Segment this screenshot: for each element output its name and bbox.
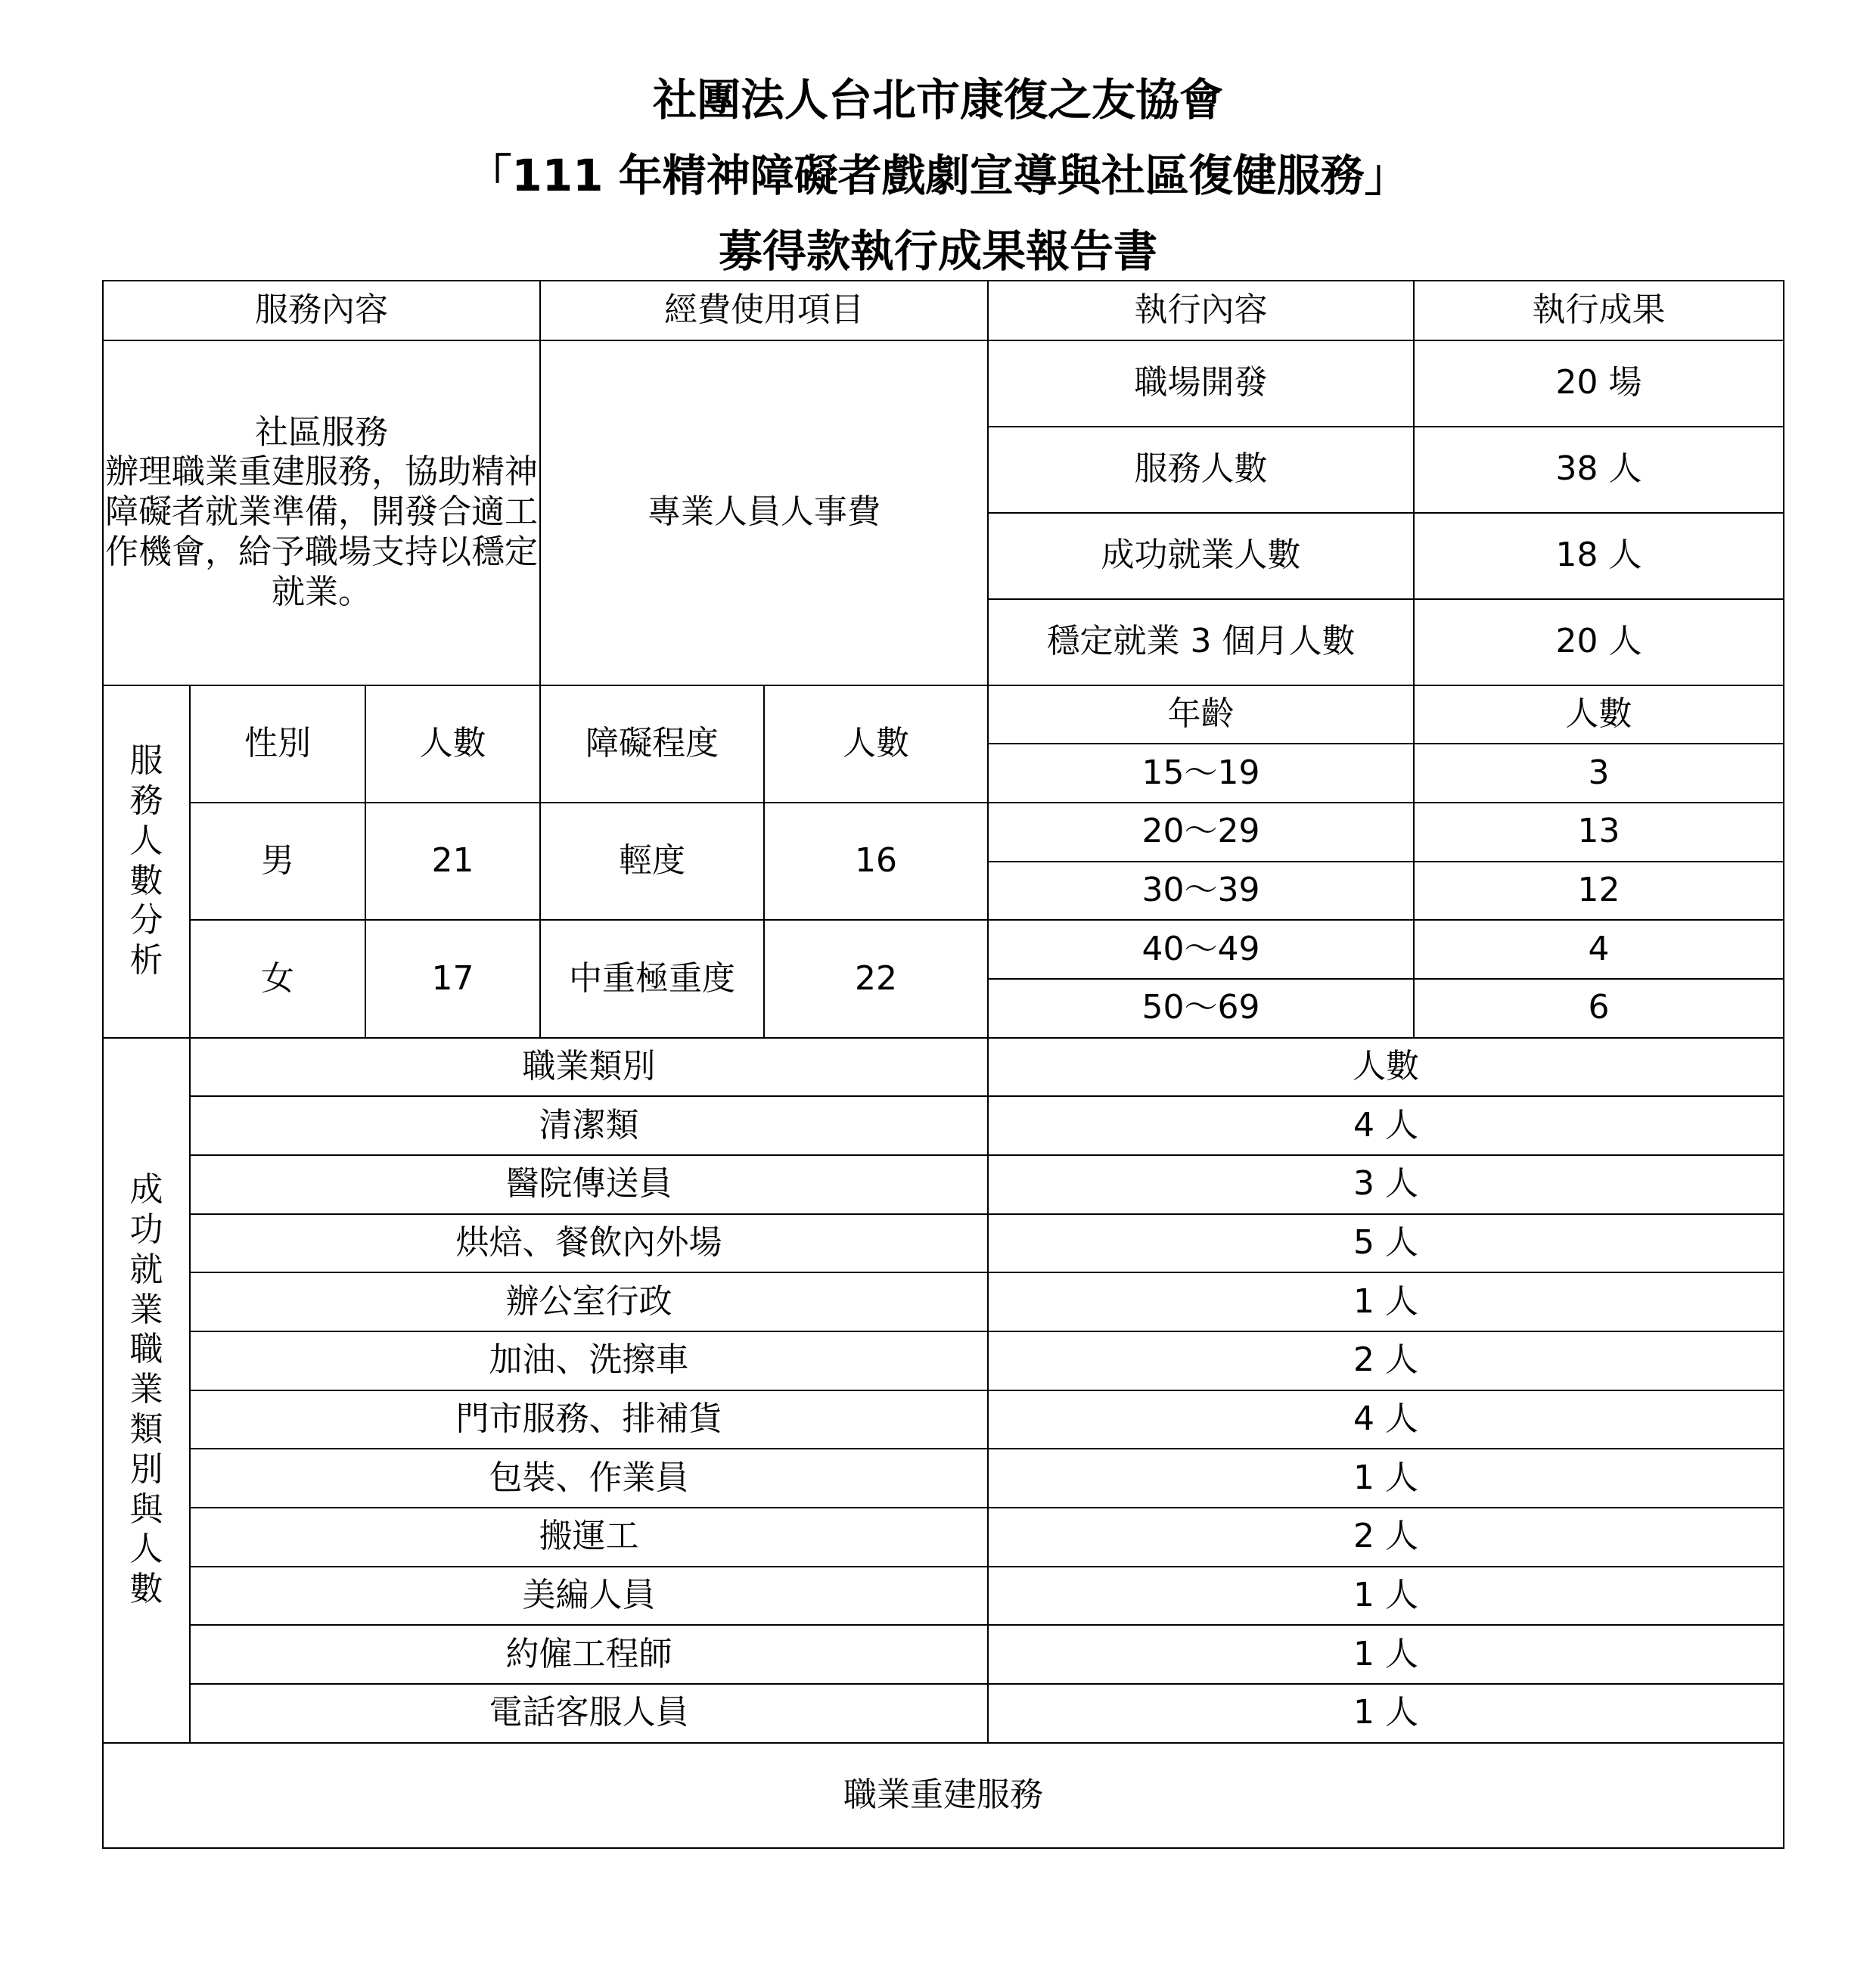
job-row bbox=[103, 1567, 1784, 1626]
footer-row bbox=[103, 1743, 1784, 1848]
job-category: 辦公室行政 bbox=[190, 1272, 988, 1331]
service-item-content: 職場開發 bbox=[988, 340, 1414, 427]
job-count: 2 人 bbox=[988, 1331, 1784, 1390]
job-row bbox=[103, 1625, 1784, 1684]
job-category: 約僱工程師 bbox=[190, 1625, 988, 1684]
job-row bbox=[103, 1390, 1784, 1449]
service-expense: 專業人員人事費 bbox=[540, 340, 988, 685]
service-item-result: 38 人 bbox=[1414, 427, 1784, 513]
age-count: 4 bbox=[1414, 920, 1784, 979]
age-range: 20～29 bbox=[988, 803, 1414, 862]
gender-count-header: 人數 bbox=[365, 685, 540, 803]
analysis-row bbox=[103, 803, 1784, 862]
disability-label: 中重極重度 bbox=[540, 920, 764, 1037]
service-item-result: 20 人 bbox=[1414, 599, 1784, 685]
report-title-line-3: 募得款執行成果報告書 bbox=[718, 225, 1157, 277]
service-row bbox=[103, 340, 1784, 427]
job-category: 門市服務、排補貨 bbox=[190, 1390, 988, 1449]
job-row bbox=[103, 1155, 1784, 1214]
job-count: 1 人 bbox=[988, 1684, 1784, 1743]
disability-count: 16 bbox=[764, 803, 988, 920]
age-header: 年齡 bbox=[988, 685, 1414, 744]
service-description-cell bbox=[103, 340, 540, 685]
job-count: 1 人 bbox=[988, 1449, 1784, 1508]
analysis-row bbox=[103, 920, 1784, 979]
disability-count: 22 bbox=[764, 920, 988, 1037]
gender-count: 17 bbox=[365, 920, 540, 1037]
job-count: 1 人 bbox=[988, 1272, 1784, 1331]
job-row bbox=[103, 1508, 1784, 1567]
header-expense-item: 經費使用項目 bbox=[540, 281, 988, 340]
report-title-line-1: 社團法人台北市康復之友協會 bbox=[652, 74, 1223, 126]
analysis-row bbox=[103, 685, 1784, 744]
age-range: 40～49 bbox=[988, 920, 1414, 979]
job-category-header: 職業類別 bbox=[190, 1038, 988, 1097]
age-count: 3 bbox=[1414, 744, 1784, 803]
job-count-header: 人數 bbox=[988, 1038, 1784, 1097]
age-count: 6 bbox=[1414, 979, 1784, 1038]
age-count: 12 bbox=[1414, 862, 1784, 921]
header-service-content: 服務內容 bbox=[103, 281, 540, 340]
service-description: 辦理職業重建服務，協助精神障礙者就業準備，開發合適工作機會，給予職場支持以穩定就業。 bbox=[105, 452, 538, 611]
job-count: 4 人 bbox=[988, 1390, 1784, 1449]
job-count: 2 人 bbox=[988, 1508, 1784, 1567]
service-item-content: 成功就業人數 bbox=[988, 513, 1414, 599]
analysis-label-text: 服務人數分析 bbox=[129, 741, 163, 980]
job-category: 搬運工 bbox=[190, 1508, 988, 1567]
job-row bbox=[103, 1214, 1784, 1273]
jobs-label bbox=[103, 1038, 190, 1743]
job-row bbox=[103, 1449, 1784, 1508]
service-heading: 社區服務 bbox=[255, 412, 388, 452]
age-count-header: 人數 bbox=[1414, 685, 1784, 744]
age-range: 30～39 bbox=[988, 862, 1414, 921]
job-category: 加油、洗擦車 bbox=[190, 1331, 988, 1390]
service-item-content: 穩定就業 3 個月人數 bbox=[988, 599, 1414, 685]
job-count: 4 人 bbox=[988, 1096, 1784, 1155]
job-count: 5 人 bbox=[988, 1214, 1784, 1273]
gender-count: 21 bbox=[365, 803, 540, 920]
age-range: 50～69 bbox=[988, 979, 1414, 1038]
header-row bbox=[103, 281, 1784, 340]
service-item-content: 服務人數 bbox=[988, 427, 1414, 513]
header-execution-content: 執行內容 bbox=[988, 281, 1414, 340]
analysis-label bbox=[103, 685, 190, 1038]
gender-label: 男 bbox=[190, 803, 365, 920]
age-count: 13 bbox=[1414, 803, 1784, 862]
job-category: 清潔類 bbox=[190, 1096, 988, 1155]
job-category: 美編人員 bbox=[190, 1567, 988, 1626]
report-title-line-2: 「111 年精神障礙者戲劇宣導與社區復健服務」 bbox=[467, 150, 1409, 201]
job-row bbox=[103, 1096, 1784, 1155]
job-count: 1 人 bbox=[988, 1625, 1784, 1684]
job-category: 包裝、作業員 bbox=[190, 1449, 988, 1508]
jobs-label-text: 成功就業職業類別與人數 bbox=[129, 1170, 163, 1609]
job-category: 醫院傳送員 bbox=[190, 1155, 988, 1214]
jobs-header-row bbox=[103, 1038, 1784, 1097]
gender-header: 性別 bbox=[190, 685, 365, 803]
service-item-result: 20 場 bbox=[1414, 340, 1784, 427]
disability-count-header: 人數 bbox=[764, 685, 988, 803]
service-item-result: 18 人 bbox=[1414, 513, 1784, 599]
disability-header: 障礙程度 bbox=[540, 685, 764, 803]
disability-label: 輕度 bbox=[540, 803, 764, 920]
gender-label: 女 bbox=[190, 920, 365, 1037]
job-count: 1 人 bbox=[988, 1567, 1784, 1626]
job-category: 烘焙、餐飲內外場 bbox=[190, 1214, 988, 1273]
footer-text: 職業重建服務 bbox=[103, 1743, 1784, 1848]
job-category: 電話客服人員 bbox=[190, 1684, 988, 1743]
header-execution-result: 執行成果 bbox=[1414, 281, 1784, 340]
job-count: 3 人 bbox=[988, 1155, 1784, 1214]
report-table bbox=[102, 280, 1784, 1849]
job-row bbox=[103, 1331, 1784, 1390]
job-row bbox=[103, 1272, 1784, 1331]
age-range: 15～19 bbox=[988, 744, 1414, 803]
job-row bbox=[103, 1684, 1784, 1743]
